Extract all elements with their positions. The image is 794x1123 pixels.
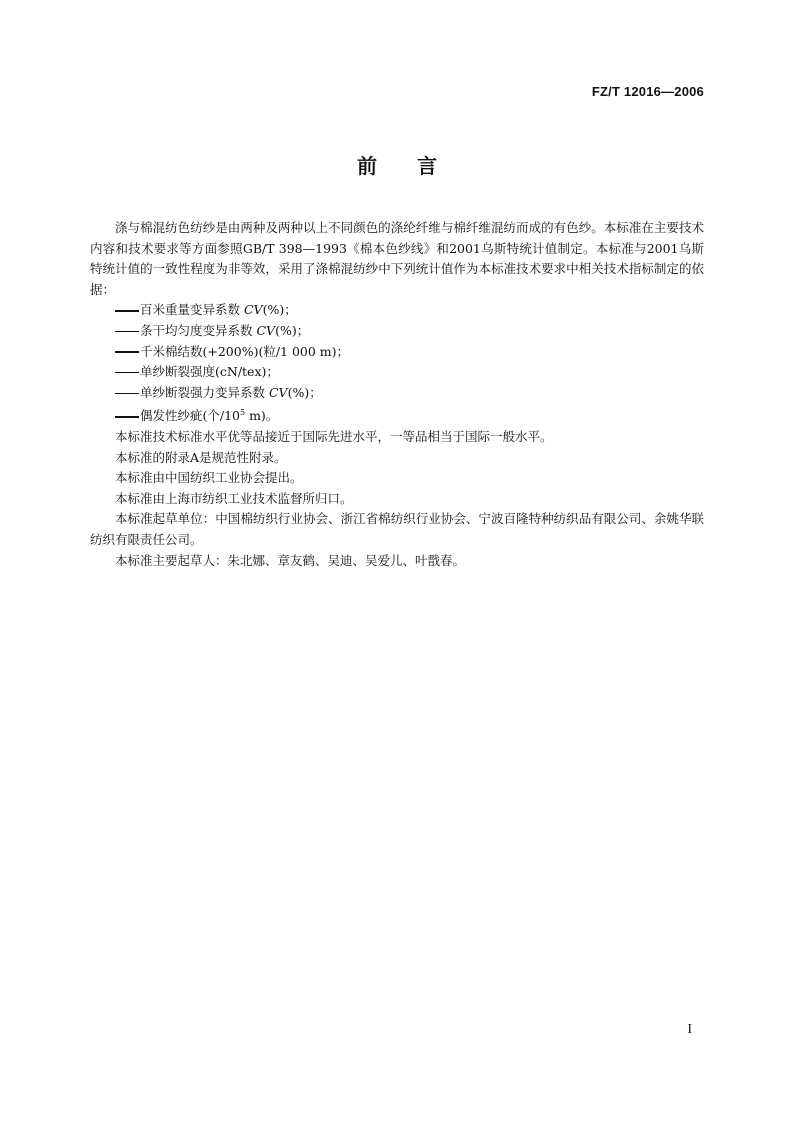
- list-item: [90, 342, 704, 363]
- em-dash: [115, 310, 139, 311]
- em-dash: [115, 372, 139, 373]
- foreword-body: [90, 218, 704, 571]
- superscript-exponent: 5: [240, 408, 246, 418]
- list-item-text: 百米重量变异系数: [140, 302, 244, 318]
- list-item-tail: (%)；: [287, 384, 322, 400]
- list-item: [90, 300, 704, 321]
- em-dash: [115, 351, 139, 352]
- paragraph: 本标准的附录A是规范性附录。: [115, 449, 287, 465]
- paragraph: 本标准由上海市纺织工业技术监督所归口。: [115, 490, 353, 506]
- paragraph: 本标准主要起草人：朱北娜、章友鹤、吴迪、吴爱儿、叶戬春。: [115, 552, 466, 568]
- list-item: [90, 321, 704, 342]
- list-item: [90, 383, 704, 404]
- em-dash: [115, 331, 139, 332]
- list-item-text: 偶发性纱疵(个/10: [140, 408, 240, 424]
- list-item-tail: (%)；: [262, 302, 297, 318]
- list-item-text: 千米棉结数(+200%)(粒/1 000 m)；: [140, 343, 350, 359]
- list-item: [90, 362, 704, 383]
- list-item-tail: m)。: [245, 408, 279, 424]
- paragraph: 本标准起草单位：中国棉纺织行业协会、浙江省棉纺织行业协会、宁波百隆特种纺织品有限公司、余姚华联纺织有限责任公司。: [90, 511, 704, 548]
- list-item-text: 单纱断裂强度(cN/tex)；: [140, 364, 279, 380]
- intro-paragraph: 涤与棉混纺色纺纱是由两种及两种以上不同颜色的涤纶纤维与棉纤维混纺而成的有色纱。本标准在主要技术内容和技术要求等方面参照GB/T 398—1993《棉本色纱线》和2001乌斯特统计值制定。本标准与2001乌斯特统计值的一致性程度为非等效，采用了涤棉混纺纱中下列统计值作为本标准技术要求中相关技术指标制定的依据：: [90, 220, 704, 297]
- em-dash: [115, 393, 139, 394]
- em-dash: [115, 416, 139, 417]
- standard-number: FZ/T 12016—2006: [591, 84, 704, 99]
- list-item-cv: CV: [256, 322, 276, 338]
- list-item-cv: CV: [243, 302, 263, 318]
- list-item-text: 条干均匀度变异系数: [140, 322, 257, 338]
- list-item-cv: CV: [268, 384, 288, 400]
- page-title: 前言: [357, 154, 477, 178]
- list-item-tail: (%)；: [275, 322, 310, 338]
- paragraph: 本标准技术标准水平优等品接近于国际先进水平，一等品相当于国际一般水平。: [115, 429, 553, 445]
- page-number: I: [687, 1022, 692, 1037]
- list-item: [90, 403, 704, 427]
- list-item-text: 单纱断裂强力变异系数: [140, 384, 269, 400]
- paragraph: 本标准由中国纺织工业协会提出。: [115, 470, 303, 486]
